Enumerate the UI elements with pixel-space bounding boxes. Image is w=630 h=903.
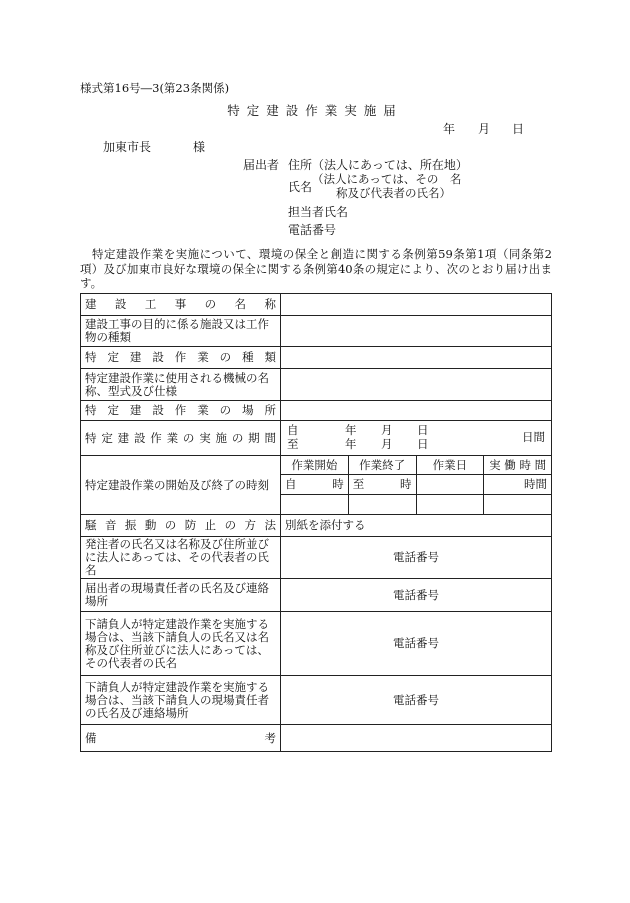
field-start-time[interactable] [281, 475, 349, 495]
field-sub-manager[interactable] [281, 676, 552, 725]
period-from-day: 日 [417, 423, 429, 437]
label-char: 止 [204, 518, 217, 532]
label-char: の [219, 403, 232, 417]
field-location[interactable] [281, 401, 552, 421]
field-facility-type[interactable] [281, 316, 552, 347]
label-char: 実 [199, 430, 211, 445]
form-number: 様式第16号―3(第23条関係) [80, 81, 230, 95]
period-from: 自 [287, 423, 299, 437]
label-char: 防 [184, 518, 197, 532]
label-char: 設 [133, 430, 146, 445]
date-day-label: 日 [512, 122, 525, 136]
label-remarks [81, 725, 281, 752]
remarks-spread [85, 732, 276, 745]
label-site-manager: 届出者の現場責任者の氏名及び連絡場所 [81, 579, 281, 612]
field-start-time-2[interactable] [281, 495, 349, 515]
period-to-day: 日 [417, 437, 429, 451]
field-working-hours-2[interactable] [484, 495, 552, 515]
period-from-month: 月 [381, 423, 393, 437]
start-from: 自 [285, 477, 297, 491]
label-period [81, 421, 281, 456]
row-work-type [81, 347, 552, 369]
spread-period [85, 432, 276, 445]
label-char: 事 [174, 297, 187, 311]
address-label: 住所 [288, 158, 313, 172]
label-char: の [164, 518, 177, 532]
honorific: 様 [193, 140, 206, 154]
label-char: 称 [264, 297, 276, 311]
period-to: 至 [287, 437, 299, 451]
orderer-phone-label: 電話番号 [393, 550, 439, 564]
field-construction-name[interactable] [281, 294, 552, 316]
field-workday[interactable] [416, 475, 484, 495]
spread-work-type [85, 351, 276, 364]
contact-label: 担当者氏名 [288, 205, 349, 219]
label-char: 作 [174, 403, 187, 417]
applicant-label: 届出者 [243, 158, 280, 172]
label-char: 期 [248, 430, 260, 445]
name-note [312, 172, 461, 200]
label-prevention [81, 515, 281, 537]
spread-location [85, 404, 276, 417]
label-char: 名 [234, 297, 247, 311]
field-end-time[interactable] [348, 475, 416, 495]
name-note-line1: （法人にあっては、その 名 [312, 172, 462, 186]
field-subcontractor[interactable] [281, 612, 552, 676]
label-char: 特 [85, 403, 97, 417]
label-construction-name [81, 294, 281, 316]
label-sub-manager: 下請負人が特定建設作業を実施する場合は、当該下請負人の現場責任者の氏名及び連絡場所 [81, 676, 281, 725]
label-char: 建 [129, 403, 142, 417]
label-char: 種 [242, 350, 254, 364]
field-workday-2[interactable] [416, 495, 484, 515]
start-hour: 時 [332, 477, 344, 491]
start-time-spread [285, 478, 344, 491]
label-char: 設 [152, 350, 164, 364]
period-to-month: 月 [381, 437, 393, 451]
label-char: 騒 [85, 518, 97, 532]
end-hour: 時 [400, 477, 412, 491]
label-location [81, 401, 281, 421]
end-time-spread [353, 478, 412, 491]
row-period [81, 421, 552, 456]
row-sub-manager [81, 676, 552, 725]
end-to: 至 [352, 477, 365, 491]
row-site-manager [81, 579, 552, 612]
address-note: （法人にあっては、所在地） [312, 158, 468, 172]
label-char: 建 [85, 297, 97, 311]
label-char: 業 [197, 403, 209, 417]
field-prevention[interactable]: 別紙を添付する [281, 515, 552, 537]
row-remarks [81, 725, 552, 752]
header-workday: 作業日 [416, 456, 484, 475]
body-text: 特定建設作業を実施について、環境の保全と創造に関する条例第59条第1項（同条第2項）及び加東市良好な環境の保全に関する条例第40条の規定により、次のとおり届け出ます。 [80, 247, 552, 290]
addressee-name: 加東市長 [103, 140, 152, 154]
header-start: 作業開始 [281, 456, 349, 475]
document-title: 特定建設作業実施届 [227, 103, 403, 118]
label-char: 業 [166, 430, 179, 445]
period-from-year: 年 [345, 423, 357, 437]
field-period[interactable] [281, 421, 552, 456]
field-machine[interactable] [281, 369, 552, 401]
label-char: 特 [85, 430, 97, 445]
remarks-left: 備 [85, 730, 97, 745]
label-machine: 特定建設作業に使用される機械の名称、型式及び仕様 [81, 369, 281, 401]
label-work-type [81, 347, 281, 369]
label-char: 特 [85, 350, 97, 364]
subcontractor-phone-label: 電話番号 [393, 636, 439, 650]
row-subcontractor [81, 612, 552, 676]
label-char: 場 [242, 403, 254, 417]
label-time: 特定建設作業の開始及び終了の時刻 [81, 456, 281, 515]
label-char: 間 [264, 430, 276, 445]
label-char: の [219, 350, 232, 364]
label-char: 作 [150, 430, 162, 445]
label-char: 音 [104, 518, 117, 532]
label-char: 定 [107, 350, 119, 364]
row-machine [81, 369, 552, 401]
row-time-headers [81, 456, 552, 475]
header-end: 作業終了 [348, 456, 416, 475]
label-orderer: 発注者の氏名又は名称及び住所並びに法人にあっては、その代表者の氏名 [81, 537, 281, 579]
field-working-hours[interactable] [484, 475, 552, 495]
label-char: 振 [124, 518, 137, 532]
label-char: 建 [117, 430, 130, 445]
label-facility-type: 建設工事の目的に係る施設又は工作物の種類 [81, 316, 281, 347]
label-char: の [231, 430, 244, 445]
field-site-manager[interactable] [281, 579, 552, 612]
label-char: 業 [197, 350, 209, 364]
field-end-time-2[interactable] [348, 495, 416, 515]
period-to-year: 年 [345, 437, 357, 451]
period-days-count: 日間 [522, 430, 545, 444]
site-manager-phone-label: 電話番号 [393, 587, 439, 602]
label-char: 定 [107, 403, 119, 417]
form-table [80, 293, 552, 752]
label-char: 動 [144, 518, 157, 532]
name-label: 氏名 [288, 180, 313, 194]
spread-prevention [85, 519, 276, 532]
row-orderer [81, 537, 552, 579]
row-location [81, 401, 552, 421]
label-char: 方 [244, 518, 256, 532]
header-working-hours: 実 働 時 間 [484, 456, 552, 475]
label-char: の [224, 518, 237, 532]
label-subcontractor: 下請負人が特定建設作業を実施する場合は、当該下請負人の氏名又は名称及び住所並びに法人にあっては、その代表者の氏名 [81, 612, 281, 676]
row-facility-type [81, 316, 552, 347]
label-char: 設 [152, 403, 164, 417]
row-prevention [81, 515, 552, 537]
period-block [281, 421, 551, 455]
row-construction-name [81, 294, 552, 316]
name-note-line2: 称及び代表者の氏名） [336, 186, 451, 200]
label-char: 施 [215, 430, 227, 445]
label-char: 工 [144, 297, 157, 311]
addressee [103, 138, 205, 155]
field-orderer[interactable] [281, 537, 552, 579]
label-char: 作 [174, 350, 187, 364]
label-char: 所 [264, 403, 276, 417]
label-char: の [204, 297, 217, 311]
field-remarks[interactable] [281, 725, 552, 752]
label-char: の [182, 430, 195, 445]
date-month-label: 月 [478, 122, 491, 136]
phone-label: 電話番号 [288, 223, 337, 237]
label-char: 建 [129, 350, 142, 364]
working-hours-unit: 時間 [524, 477, 547, 491]
date-year-label: 年 [443, 122, 456, 136]
sub-manager-phone-label: 電話番号 [393, 692, 439, 707]
field-work-type[interactable] [281, 347, 552, 369]
label-char: 類 [264, 350, 276, 364]
label-char: 定 [101, 430, 113, 445]
label-char: 法 [264, 518, 276, 532]
remarks-right: 考 [264, 730, 276, 745]
spread-construction-name [85, 298, 276, 311]
label-char: 設 [114, 297, 127, 311]
